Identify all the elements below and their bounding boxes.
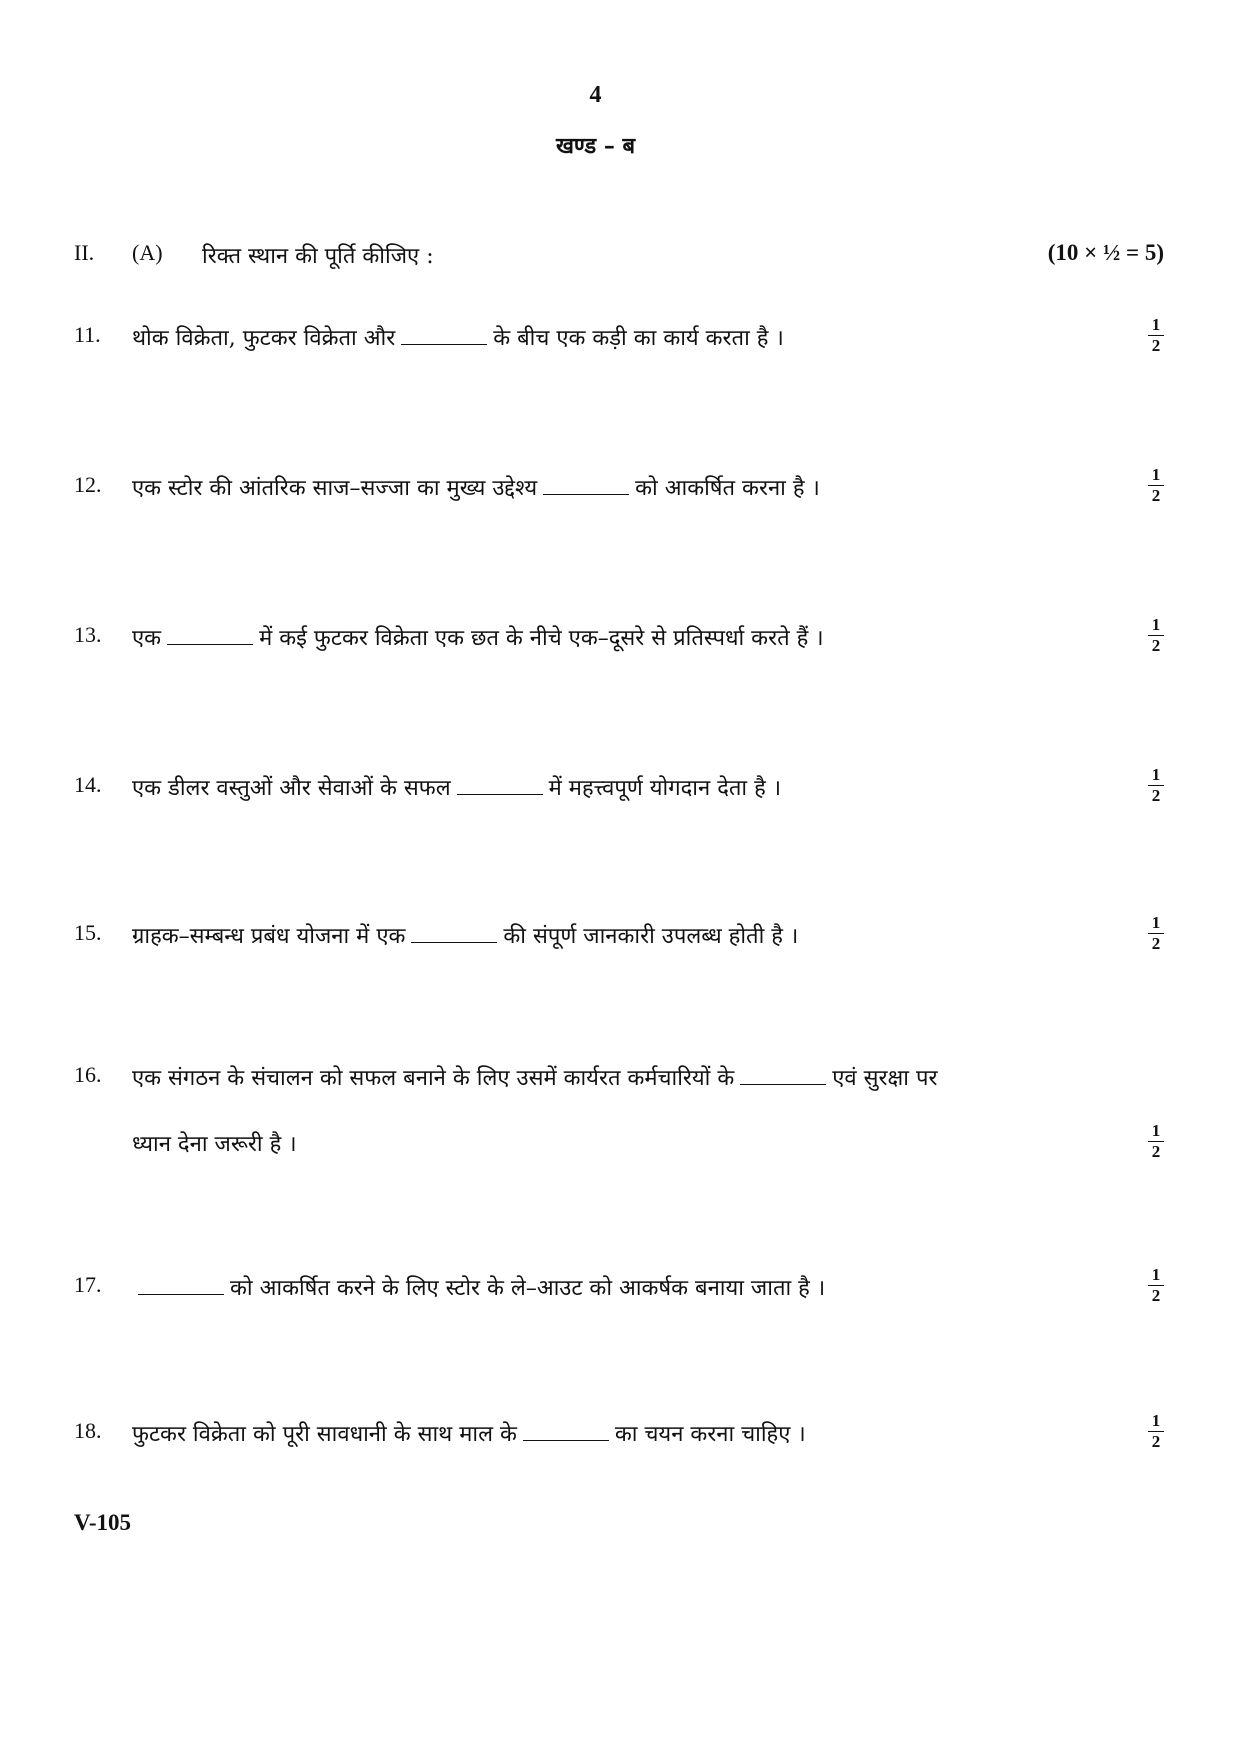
fraction-denominator: 2 [1151,1286,1161,1305]
answer-blank [138,1276,224,1295]
question-13 [74,615,1164,662]
question-text [132,920,798,950]
paper-code: V-105 [74,1510,132,1535]
marks-fraction [1148,766,1164,805]
answer-blank [411,924,497,943]
question-text-before: ग्राहक–सम्बन्ध प्रबंध योजना में एक [132,924,406,949]
answer-blank [167,626,253,645]
question-text-before: थोक विक्रेता, फुटकर विक्रेता और [132,326,396,351]
question-text-before: एक संगठन के संचालन को सफल बनाने के लिए उसमें कार्यरत कर्मचारियों के [132,1066,735,1091]
marks-fraction [1148,466,1164,505]
question-text [132,1272,825,1302]
question-text-after: का चयन करना चाहिए । [614,1422,806,1447]
question-12 [74,465,1164,512]
answer-blank [543,476,629,495]
fraction-denominator: 2 [1151,1142,1161,1161]
question-number: 11. [74,322,101,347]
fraction-denominator: 2 [1151,636,1161,655]
question-text-after: के बीच एक कड़ी का कार्य करता है । [493,326,784,351]
part-instruction: रिक्त स्थान की पूर्ति कीजिए : [202,244,434,269]
marks-fraction [1148,1266,1164,1305]
question-text-after: में कई फुटकर विक्रेता एक छत के नीचे एक–दूसरे से प्रतिस्पर्धा करते हैं । [259,626,824,651]
fraction-numerator: 1 [1148,316,1164,336]
answer-blank [457,776,543,795]
question-text-before: एक डीलर वस्तुओं और सेवाओं के सफल [132,776,451,801]
marks-fraction [1148,1122,1164,1161]
part-sub-label: (A) [132,240,163,265]
answer-blank [740,1066,826,1085]
question-text-after: को आकर्षित करना है । [635,476,820,501]
question-number: 12. [74,472,102,497]
section-title: खण्ड – ब [555,133,636,159]
question-16 [74,1062,1164,1172]
fraction-denominator: 2 [1151,786,1161,805]
question-text [132,1062,937,1092]
question-number: 14. [74,772,102,797]
part-marks: (10 × ½ = 5) [1047,240,1164,265]
fraction-numerator: 1 [1148,616,1164,636]
question-number: 18. [74,1418,102,1443]
fraction-denominator: 2 [1151,934,1161,953]
marks-fraction [1148,316,1164,355]
question-number: 13. [74,622,102,647]
question-text [132,322,784,352]
page-number: 4 [589,82,602,108]
question-number: 15. [74,920,102,945]
question-text-after: की संपूर्ण जानकारी उपलब्ध होती है । [503,924,799,949]
fraction-denominator: 2 [1151,1432,1161,1451]
question-text-before: एक [132,626,162,651]
question-text [132,772,781,802]
question-11 [74,315,1164,362]
question-text [132,1418,806,1448]
question-number: 17. [74,1272,102,1297]
question-number: 16. [74,1062,102,1087]
fraction-denominator: 2 [1151,486,1161,505]
question-text-before: फुटकर विक्रेता को पूरी सावधानी के साथ माल के [132,1422,517,1447]
answer-blank [401,326,487,345]
answer-blank [523,1422,609,1441]
part-header [74,240,1164,274]
question-text [132,622,824,652]
question-text [132,472,820,502]
fraction-numerator: 1 [1148,466,1164,486]
question-14 [74,765,1164,812]
question-18 [74,1411,1164,1458]
marks-fraction [1148,616,1164,655]
marks-fraction [1148,914,1164,953]
fraction-numerator: 1 [1148,766,1164,786]
fraction-numerator: 1 [1148,1266,1164,1286]
question-text-after: को आकर्षित करने के लिए स्टोर के ले–आउट को आकर्षक बनाया जाता है । [230,1276,826,1301]
fraction-denominator: 2 [1151,336,1161,355]
question-15 [74,913,1164,960]
question-17 [74,1265,1164,1312]
question-text-after: एवं सुरक्षा पर [832,1066,938,1091]
question-text-after: में महत्त्वपूर्ण योगदान देता है । [548,776,782,801]
question-text-before: एक स्टोर की आंतरिक साज–सज्जा का मुख्य उद्देश्य [132,476,538,501]
question-text-continuation: ध्यान देना जरूरी है । [132,1132,297,1157]
part-roman-number: II. [74,240,95,265]
marks-fraction [1148,1412,1164,1451]
fraction-numerator: 1 [1148,1412,1164,1432]
fraction-numerator: 1 [1148,914,1164,934]
fraction-numerator: 1 [1148,1122,1164,1142]
